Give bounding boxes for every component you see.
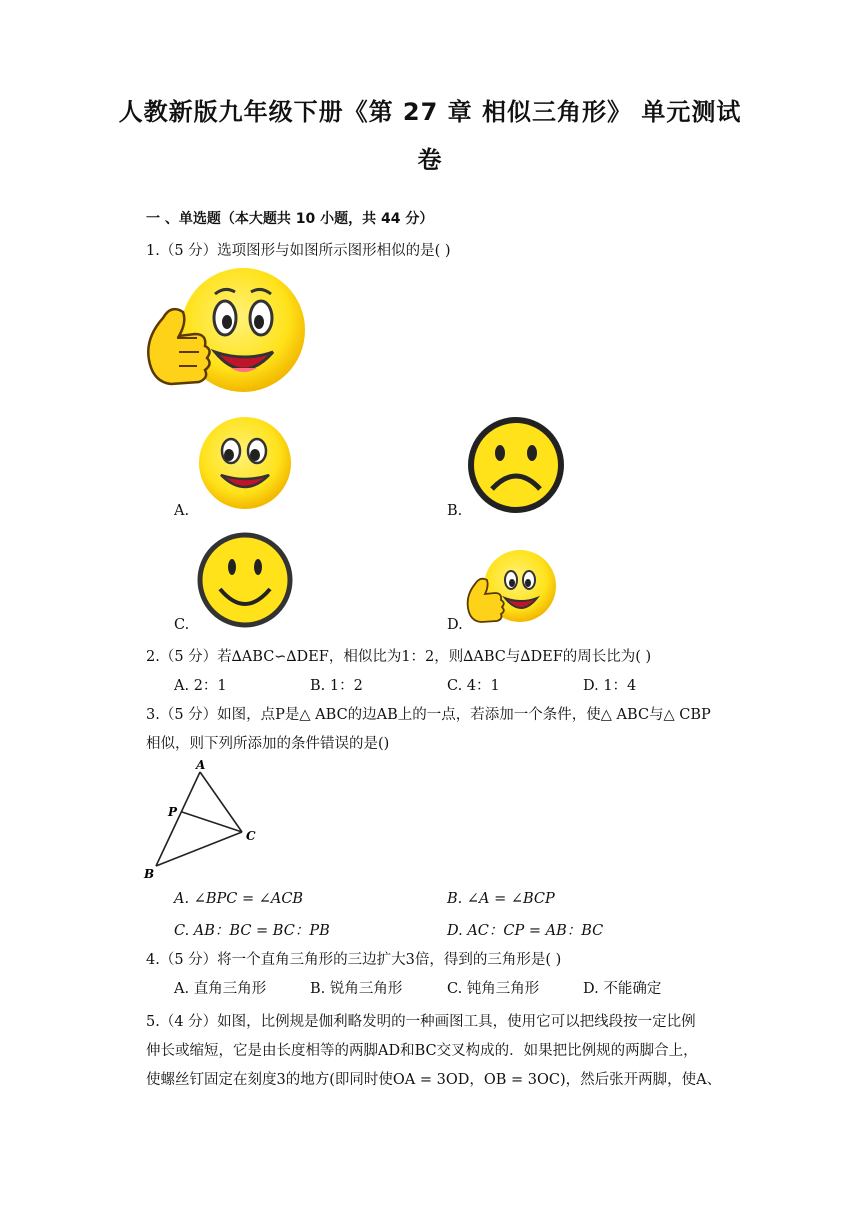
q3-stem-line-1: 3.（5 分）如图，点P是△ ABC的边AB上的一点，若添加一个条件，使△ ABC与△ CBP	[146, 707, 711, 723]
q2-option-d: D. 1：4	[583, 678, 637, 694]
q4-option-b: B. 锐角三角形	[310, 981, 403, 997]
q4-option-d: D. 不能确定	[583, 981, 662, 997]
q2-option-c: C. 4：1	[447, 678, 500, 694]
label-b: B	[144, 867, 155, 881]
q4-option-a: A. 直角三角形	[174, 981, 267, 997]
q1-main-figure	[143, 268, 311, 404]
q1-stem: 1.（5 分）选项图形与如图所示图形相似的是( )	[146, 243, 451, 259]
label-c: C	[246, 829, 256, 843]
title-line-2: 卷	[417, 146, 443, 174]
q1-option-d-figure	[465, 550, 557, 630]
title-line-1: 人教新版九年级下册《第 27 章 相似三角形》 单元测试	[118, 98, 742, 126]
q3-option-b: B. ∠A = ∠BCP	[447, 891, 555, 907]
q1-option-b-figure	[466, 415, 568, 515]
q1-option-c: C.	[174, 617, 190, 633]
q2-option-b: B. 1：2	[310, 678, 363, 694]
q3-option-c: C. AB：BC = BC：PB	[174, 923, 330, 939]
q2-stem: 2.（5 分）若∆ABC∽∆DEF，相似比为1：2，则∆ABC与∆DEF的周长比为( )	[146, 649, 652, 665]
q1-option-b: B.	[447, 503, 463, 519]
q5-line-1: 5.（4 分）如图，比例规是伽利略发明的一种画图工具，使用它可以把线段按一定比例	[146, 1014, 696, 1030]
q1-option-c-figure	[196, 531, 294, 629]
q3-triangle-figure	[140, 756, 270, 884]
q1-option-a: A.	[174, 503, 190, 519]
q4-stem: 4.（5 分）将一个直角三角形的三边扩大3倍，得到的三角形是( )	[146, 952, 562, 968]
q1-option-d: D.	[447, 617, 463, 633]
q3-option-d: D. AC：CP = AB：BC	[447, 923, 604, 939]
q5-line-2: 伸长或缩短，它是由长度相等的两脚AD和BC交叉构成的．如果把比例规的两脚合上，	[146, 1043, 698, 1059]
q3-option-a: A. ∠BPC = ∠ACB	[174, 891, 304, 907]
section-heading: 一 、单选题（本大题共 10 小题，共 44 分）	[146, 211, 434, 227]
q5-line-3: 使螺丝钉固定在刻度3的地方(即同时使OA = 3OD，OB = 3OC)，然后张开两脚，使A、	[146, 1072, 722, 1088]
label-p: P	[168, 805, 178, 819]
q3-stem-line-2: 相似，则下列所添加的条件错误的是()	[146, 736, 390, 752]
q4-option-c: C. 钝角三角形	[447, 981, 540, 997]
q1-option-a-figure	[197, 415, 293, 511]
label-a: A	[196, 758, 206, 772]
q2-option-a: A. 2：1	[174, 678, 227, 694]
